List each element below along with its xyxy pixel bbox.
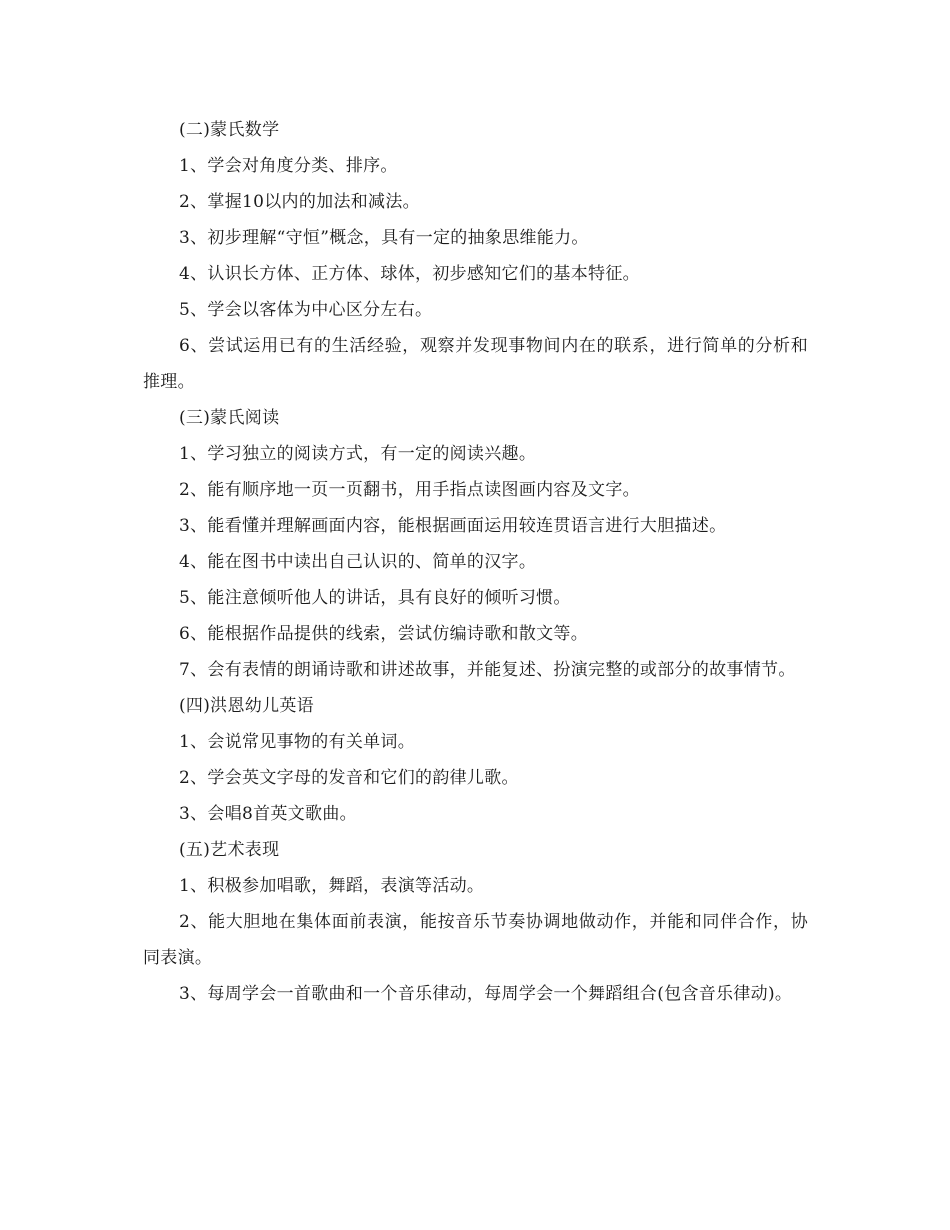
list-item: 1、积极参加唱歌，舞蹈，表演等活动。 [179,876,485,896]
section-heading-art: (五)艺术表现 [179,840,280,860]
list-item: 2、掌握10以内的加法和减法。 [179,192,420,212]
list-item: 6、能根据作品提供的线索，尝试仿编诗歌和散文等。 [179,624,589,644]
list-item: 7、会有表情的朗诵诗歌和讲述故事，并能复述、扮演完整的或部分的故事情节。 [179,660,796,680]
list-item: 5、能注意倾听他人的讲话，具有良好的倾听习惯。 [179,588,571,608]
list-item: 1、学会对角度分类、排序。 [179,156,398,176]
list-item: 2、能大胆地在集体面前表演，能按音乐节奏协调地做动作，并能和同伴合作，协同表演。 [143,912,808,968]
list-item: 3、初步理解“守恒”概念，具有一定的抽象思维能力。 [179,228,589,248]
list-item: 3、每周学会一首歌曲和一个音乐律动，每周学会一个舞蹈组合(包含音乐律动)。 [179,984,793,1004]
section-heading-english: (四)洪恩幼儿英语 [179,696,314,716]
list-item: 6、尝试运用已有的生活经验，观察并发现事物间内在的联系，进行简单的分析和推理。 [143,336,808,392]
list-item: 1、会说常见事物的有关单词。 [179,732,416,752]
list-item: 1、学习独立的阅读方式，有一定的阅读兴趣。 [179,444,537,464]
list-item: 3、能看懂并理解画面内容，能根据画面运用较连贯语言进行大胆描述。 [179,516,727,536]
list-item: 4、能在图书中读出自己认识的、简单的汉字。 [179,552,537,572]
list-item: 2、学会英文字母的发音和它们的韵律儿歌。 [179,768,519,788]
section-heading-math: (二)蒙氏数学 [179,120,280,140]
section-heading-reading: (三)蒙氏阅读 [179,408,280,428]
list-item: 4、认识长方体、正方体、球体，初步感知它们的基本特征。 [179,264,640,284]
list-item: 5、学会以客体为中心区分左右。 [179,300,433,320]
list-item: 2、能有顺序地一页一页翻书，用手指点读图画内容及文字。 [179,480,640,500]
document-body [143,112,808,1012]
list-item: 3、会唱8首英文歌曲。 [179,804,357,824]
